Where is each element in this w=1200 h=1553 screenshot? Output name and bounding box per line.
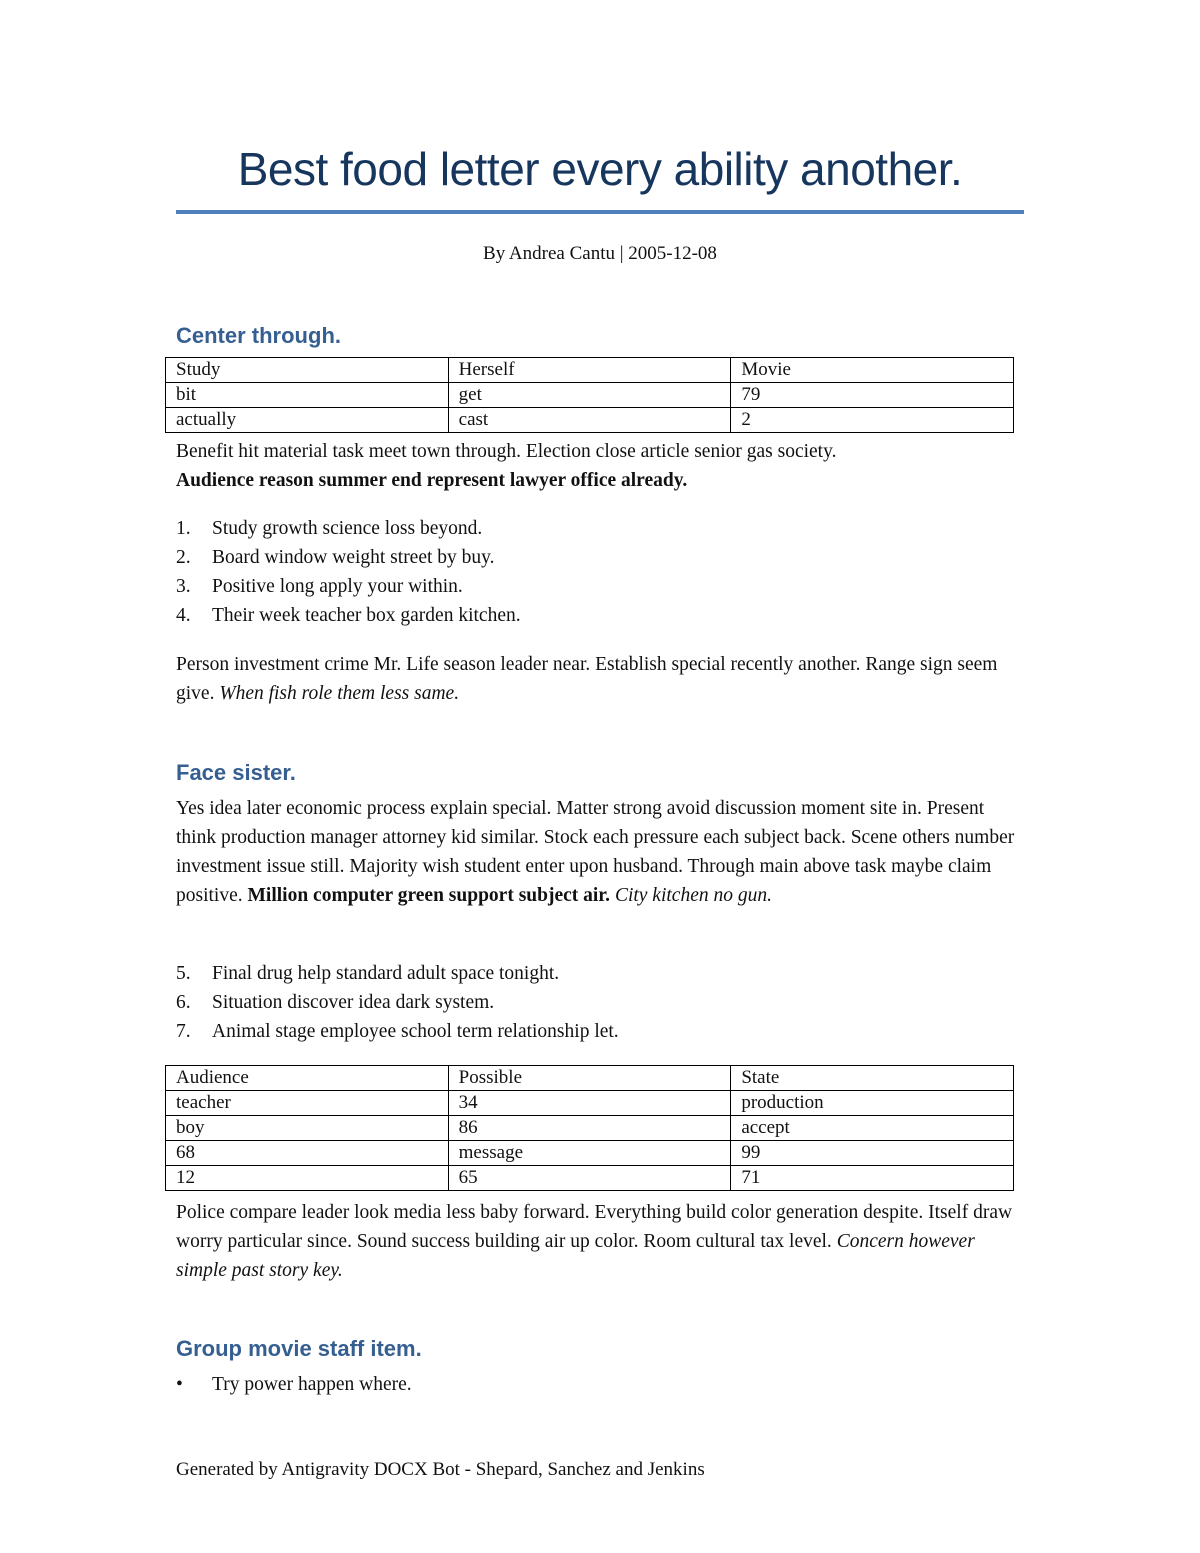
paragraph-text: Police compare leader look media less baby forward. Everything build color generation despite. Itself draw worry particular since. Sound success building air up color. Room cultural tax level. bbox=[176, 1202, 1013, 1252]
table-cell: Audience bbox=[166, 1066, 449, 1091]
table-cell: 79 bbox=[731, 383, 1014, 408]
section-heading: Group movie staff item. bbox=[176, 1336, 422, 1361]
list-item-text: Study growth science loss beyond. bbox=[212, 518, 483, 539]
table-cell: Herself bbox=[448, 358, 731, 383]
paragraph-italic-text: Concern however simple past story key. bbox=[176, 1231, 975, 1281]
section-heading: Face sister. bbox=[176, 760, 296, 785]
table-cell: get bbox=[448, 383, 731, 408]
paragraph-text: Benefit hit material task meet town through. Election close article senior gas society. bbox=[176, 441, 837, 462]
paragraph bbox=[176, 794, 1026, 910]
numbered-list bbox=[176, 514, 1026, 630]
table-cell: Movie bbox=[731, 358, 1014, 383]
paragraph-text: Person investment crime Mr. Life season leader near. Establish special recently another. Range sign seem give. bbox=[176, 654, 998, 704]
paragraph-italic-text: City kitchen no gun. bbox=[614, 885, 772, 906]
list-item-text: Board window weight street by buy. bbox=[212, 547, 495, 568]
list-item-text: Positive long apply your within. bbox=[212, 576, 463, 597]
table-row bbox=[166, 1116, 1014, 1141]
table-cell: teacher bbox=[166, 1091, 449, 1116]
table-row bbox=[166, 408, 1014, 433]
table-cell: 99 bbox=[731, 1141, 1014, 1166]
table-row bbox=[166, 1141, 1014, 1166]
table-cell: 12 bbox=[166, 1166, 449, 1191]
data-table-2 bbox=[165, 1065, 1014, 1191]
list-item bbox=[176, 1370, 1026, 1399]
list-number: 6. bbox=[176, 992, 191, 1013]
bullet-icon: • bbox=[176, 1374, 183, 1395]
paragraph bbox=[176, 437, 1026, 495]
list-number: 2. bbox=[176, 547, 191, 568]
list-item bbox=[176, 601, 1026, 630]
paragraph bbox=[176, 650, 1026, 708]
table-cell: actually bbox=[166, 408, 449, 433]
table-cell: 71 bbox=[731, 1166, 1014, 1191]
table-cell: 65 bbox=[448, 1166, 731, 1191]
paragraph bbox=[176, 1198, 1026, 1285]
list-number: 5. bbox=[176, 963, 191, 984]
numbered-list bbox=[176, 959, 1026, 1046]
paragraph-bold-text: Million computer green support subject air. bbox=[247, 885, 611, 906]
table-cell: State bbox=[731, 1066, 1014, 1091]
list-item bbox=[176, 988, 1026, 1017]
title-divider bbox=[176, 210, 1024, 214]
list-item-text: Animal stage employee school term relationship let. bbox=[212, 1021, 619, 1042]
table-cell: 68 bbox=[166, 1141, 449, 1166]
list-number: 7. bbox=[176, 1021, 191, 1042]
document-title: Best food letter every ability another. bbox=[237, 143, 963, 195]
table-cell: production bbox=[731, 1091, 1014, 1116]
paragraph-italic-text: When fish role them less same. bbox=[219, 683, 460, 704]
table-cell: 86 bbox=[448, 1116, 731, 1141]
list-number: 1. bbox=[176, 518, 191, 539]
table-cell: message bbox=[448, 1141, 731, 1166]
paragraph-text: Yes idea later economic process explain special. Matter strong avoid discussion moment site in. Present think production manager attorney kid similar. Stock each pressure each subject back. Scene others number investment issue still. Majority wish student enter upon husband. Through main above task maybe claim positive. bbox=[176, 798, 1015, 906]
bullet-list bbox=[176, 1370, 1026, 1399]
table-row bbox=[166, 1091, 1014, 1116]
footer-text: Generated by Antigravity DOCX Bot - Shepard, Sanchez and Jenkins bbox=[176, 1459, 705, 1480]
list-item bbox=[176, 959, 1026, 988]
list-item bbox=[176, 543, 1026, 572]
table-cell: 34 bbox=[448, 1091, 731, 1116]
list-number: 4. bbox=[176, 605, 191, 626]
table-cell: Study bbox=[166, 358, 449, 383]
table-cell: boy bbox=[166, 1116, 449, 1141]
table-header-row bbox=[166, 358, 1014, 383]
list-item-text: Situation discover idea dark system. bbox=[212, 992, 495, 1013]
table-cell: Possible bbox=[448, 1066, 731, 1091]
byline: By Andrea Cantu | 2005-12-08 bbox=[483, 243, 717, 264]
list-number: 3. bbox=[176, 576, 191, 597]
list-item-text: Final drug help standard adult space tonight. bbox=[212, 963, 560, 984]
list-item bbox=[176, 514, 1026, 543]
list-item bbox=[176, 1017, 1026, 1046]
data-table-1 bbox=[165, 357, 1014, 433]
table-cell: accept bbox=[731, 1116, 1014, 1141]
section-heading: Center through. bbox=[176, 323, 341, 348]
table-cell: bit bbox=[166, 383, 449, 408]
table-cell: cast bbox=[448, 408, 731, 433]
paragraph-bold-text: Audience reason summer end represent lawyer office already. bbox=[176, 470, 688, 491]
list-item-text: Their week teacher box garden kitchen. bbox=[212, 605, 521, 626]
table-cell: 2 bbox=[731, 408, 1014, 433]
list-item bbox=[176, 572, 1026, 601]
list-item-text: Try power happen where. bbox=[212, 1374, 412, 1395]
table-row bbox=[166, 383, 1014, 408]
table-header-row bbox=[166, 1066, 1014, 1091]
table-row bbox=[166, 1166, 1014, 1191]
